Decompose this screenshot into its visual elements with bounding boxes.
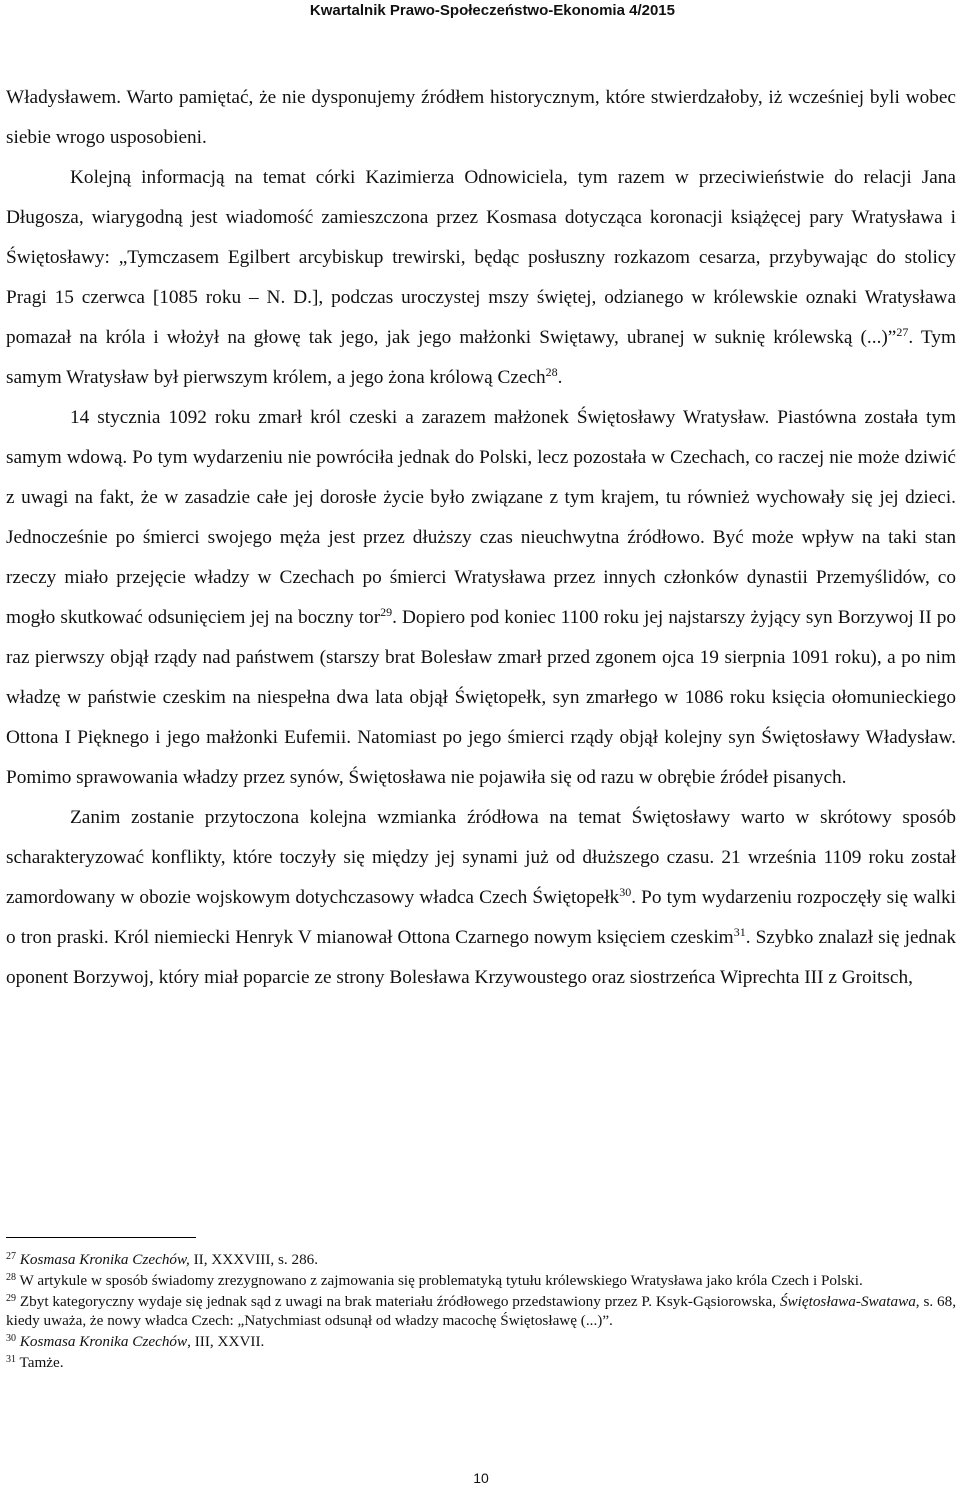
footnote-source-title: Kosmasa Kronika Czechów, [19, 1251, 190, 1268]
footnote-number: 31 [6, 1354, 16, 1365]
main-text [6, 78, 956, 998]
footnote-number: 27 [6, 1251, 16, 1262]
paragraph-3-text-1: 14 stycznia 1092 roku zmarł król czeski a zarazem małżonek Świętosławy Wratysław. Piastówna została tym samym wdową. Po tym wydarzeniu nie powróciła jednak do Polski, lecz pozostała w Czechach, co raczej nie może dziwić z uwagi na fakt, że w zasadzie całe jej dorosłe życie było związane z tym krajem, tu również wychowały się jej dzieci. Jednocześnie po śmierci swojego męża jest przez dłuższy czas nieuchwytna źródłowo. Być może wpływ na taki stan rzeczy miało przejęcie władzy w Czechach po śmierci Wratysława przez innych członków dynastii Przemyślidów, co mogło skutkować odsunięciem jej na boczny tor [6, 407, 956, 628]
paragraph-4-text-2: . Po tym wydarzeniu rozpoczęły się walki o tron praski. Król niemiecki Henryk V mianował Ottona Czarnego nowym księciem czeskim [6, 887, 957, 948]
journal-header [0, 0, 960, 24]
footnote-number: 29 [6, 1293, 16, 1304]
paragraph-2-text-3: . [557, 367, 563, 388]
footnote-source-title: Świętosława-Swatawa [779, 1293, 916, 1310]
footnote-27 [6, 1250, 956, 1269]
paragraph-4-text-1: Zanim zostanie przytoczona kolejna wzmianka źródłowa na temat Świętosławy warto w skrótowy sposób scharakteryzować konflikty, które toczyły się między jej synami już od dłuższego czasu. 21 września 1109 roku został zamordowany w obozie wojskowym dotychczasowy władca Czech Świętopełk [6, 807, 956, 908]
page-number [0, 1470, 960, 1486]
footnote-number: 30 [6, 1333, 16, 1344]
paragraph-3-text-2: . Dopiero pod koniec 1100 roku jej najstarszy żyjący syn Borzywoj II po raz pierwszy objął rządy nad państwem (starszy brat Bolesław zmarł przed zgonem ojca 19 sierpnia 1091 roku), a po nim władzę w państwie czeskim na niespełna dwa lata objął Świętopełk, syn zmarłego w 1086 roku księcia ołomunieckiego Ottona I Pięknego i jego małżonki Eufemii. Natomiast po jego śmierci rządy objął kolejny syn Świętosławy Władysław. Pomimo sprawowania władzy przez synów, Świętosława nie pojawiła się od razu w obrębie źródeł pisanych. [6, 607, 956, 788]
paragraph-1: Władysławem. Warto pamiętać, że nie dysponujemy źródłem historycznym, które stwierdzałoby, iż wcześniej byli wobec siebie wrogo usposobieni. [6, 87, 956, 148]
footnote-29 [6, 1292, 956, 1330]
footnote-text: II, XXXVIII, s. 286. [189, 1251, 319, 1268]
paragraph-3 [6, 398, 956, 798]
footnote-28 [6, 1271, 956, 1290]
paragraph-4-text-3: . Szybko znalazł się jednak oponent Borzywoj, który miał poparcie ze strony Bolesława Krzywoustego oraz siostrzeńca Wiprechta III z Groitsch, [6, 927, 956, 988]
paragraph-2 [6, 158, 956, 398]
page-number-value: 10 [473, 1470, 489, 1486]
footnote-source-title: Kosmasa Kronika Czechów [19, 1333, 188, 1350]
paragraph-4 [6, 798, 956, 998]
journal-title: Kwartalnik Prawo-Społeczeństwo-Ekonomia 4/2015 [309, 2, 675, 19]
footnotes [6, 1250, 956, 1374]
footnote-text-continued: , s. 68, kiedy uważa, że nowy władca Czech: „Natychmiast odsunął od władzy macochę Świętosławę (...)”. [6, 1293, 956, 1329]
footnote-text: Zbyt kategoryczny wydaje się jednak sąd z uwagi na brak materiału źródłowego przedstawiony przez P. Ksyk-Gąsiorowska, [19, 1293, 780, 1310]
footnote-text: W artykule w sposób świadomy zrezygnowano z zajmowania się problematyką tytułu królewskiego Wratysława jako króla Czech i Polski. [19, 1272, 863, 1289]
footnote-ref-29[interactable]: 29 [380, 605, 393, 619]
footnote-text: Tamże. [19, 1354, 64, 1371]
footnote-ref-31[interactable]: 31 [733, 925, 746, 939]
footnote-ref-27[interactable]: 27 [896, 325, 909, 339]
footnote-ref-28[interactable]: 28 [545, 365, 558, 379]
footnote-text: , III, XXVII. [187, 1333, 265, 1350]
footnote-divider [6, 1237, 196, 1238]
footnote-31 [6, 1353, 956, 1372]
footnote-30 [6, 1332, 956, 1351]
footnote-ref-30[interactable]: 30 [619, 885, 632, 899]
paragraph-2-text-1: Kolejną informacją na temat córki Kazimierza Odnowiciela, tym razem w przeciwieństwie do relacji Jana Długosza, wiarygodną jest wiadomość zamieszczona przez Kosmasa dotycząca koronacji książęcej pary Wratysława i Świętosławy: „Tymczasem Egilbert arcybiskup trewirski, będąc posłuszny rozkazom cesarza, przybywając do stolicy Pragi 15 czerwca [1085 roku – N. D.], podczas uroczystej mszy świętej, odzianego w królewskie oznaki Wratysława pomazał na króla i włożył na głowę tak jego, jak jego małżonki Swiętawy, ubranej w suknię królewską (...)” [6, 167, 956, 348]
paragraph-2-text-2: . Tym samym Wratysław był pierwszym królem, a jego żona królową Czech [6, 327, 956, 388]
footnote-number: 28 [6, 1272, 16, 1283]
